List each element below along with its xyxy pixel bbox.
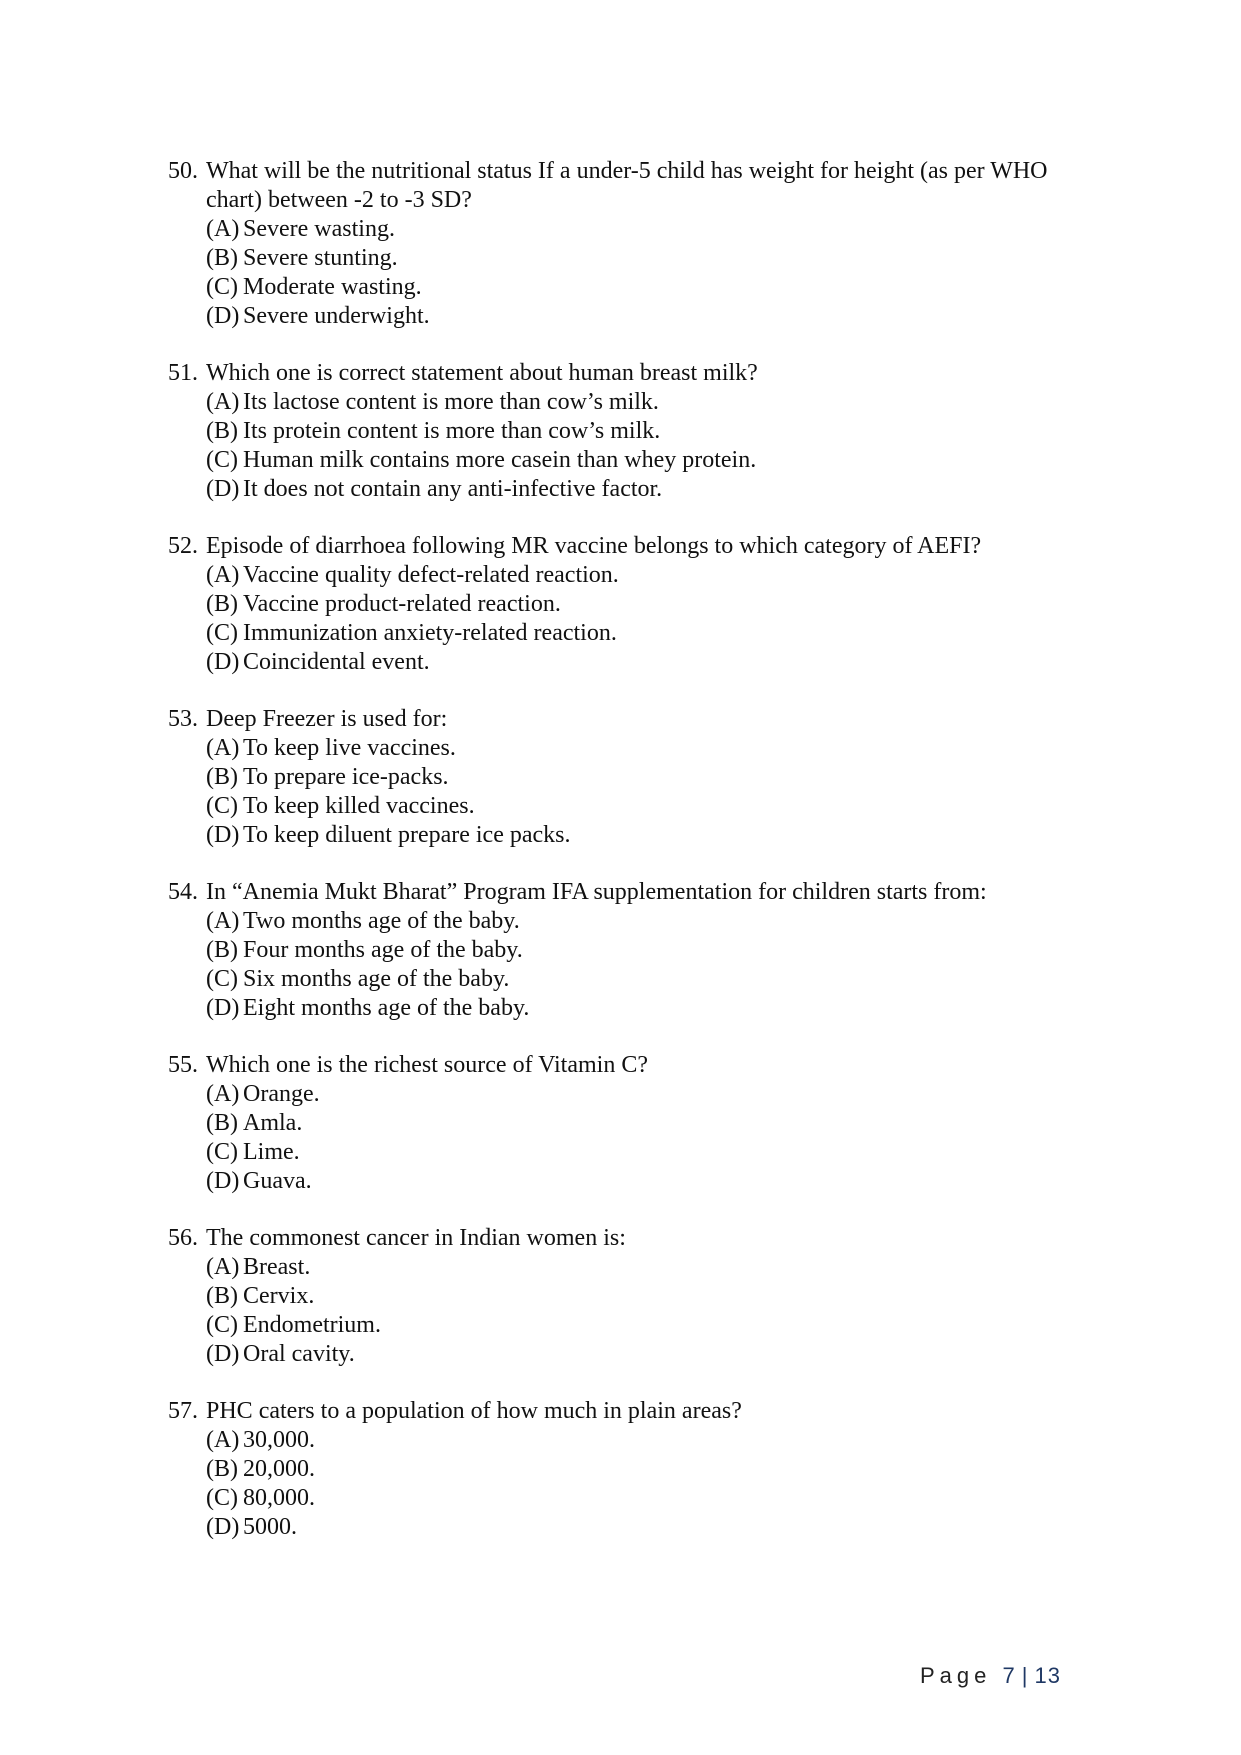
option-text: Breast. bbox=[243, 1254, 311, 1280]
option-text: It does not contain any anti-infective factor. bbox=[243, 476, 663, 502]
option-label: (A) bbox=[206, 735, 240, 761]
page-separator: | bbox=[1021, 1663, 1029, 1688]
option-c bbox=[168, 273, 1098, 302]
option-b bbox=[168, 936, 1098, 965]
current-page-number: 7 bbox=[1002, 1663, 1016, 1688]
option-c bbox=[168, 1484, 1098, 1513]
option-text: Eight months age of the baby. bbox=[243, 995, 530, 1021]
option-b bbox=[168, 244, 1098, 273]
option-a bbox=[168, 1426, 1098, 1455]
page-footer bbox=[920, 1663, 1061, 1689]
question-number: 57. bbox=[168, 1398, 198, 1424]
option-text: Severe wasting. bbox=[243, 216, 395, 242]
question-56 bbox=[168, 1224, 1098, 1369]
option-text: Six months age of the baby. bbox=[243, 966, 510, 992]
option-text: Immunization anxiety-related reaction. bbox=[243, 620, 617, 646]
option-text: 5000. bbox=[243, 1514, 297, 1540]
question-text: Which one is the richest source of Vitamin C? bbox=[206, 1052, 648, 1078]
question-number: 51. bbox=[168, 360, 198, 386]
option-a bbox=[168, 734, 1098, 763]
option-b bbox=[168, 590, 1098, 619]
total-pages-number: 13 bbox=[1034, 1663, 1061, 1688]
option-label: (B) bbox=[206, 245, 238, 271]
option-text: To keep live vaccines. bbox=[243, 735, 456, 761]
question-57 bbox=[168, 1397, 1098, 1542]
question-54 bbox=[168, 878, 1098, 1023]
option-label: (D) bbox=[206, 995, 240, 1021]
question-text: Episode of diarrhoea following MR vaccine belongs to which category of AEFI? bbox=[206, 533, 982, 559]
question-text: Deep Freezer is used for: bbox=[206, 706, 448, 732]
option-d bbox=[168, 648, 1098, 677]
option-b bbox=[168, 1282, 1098, 1311]
question-number: 54. bbox=[168, 879, 198, 905]
option-text: 30,000. bbox=[243, 1427, 315, 1453]
option-label: (A) bbox=[206, 1254, 240, 1280]
option-text: Guava. bbox=[243, 1168, 312, 1194]
option-b bbox=[168, 1455, 1098, 1484]
option-text: Human milk contains more casein than whey protein. bbox=[243, 447, 757, 473]
option-d bbox=[168, 302, 1098, 331]
option-text: Its lactose content is more than cow’s milk. bbox=[243, 389, 659, 415]
option-text: Severe stunting. bbox=[243, 245, 398, 271]
option-text: Vaccine quality defect-related reaction. bbox=[243, 562, 619, 588]
option-label: (D) bbox=[206, 1168, 240, 1194]
option-label: (B) bbox=[206, 764, 238, 790]
option-label: (D) bbox=[206, 1341, 240, 1367]
question-text: What will be the nutritional status If a under-5 child has weight for height (as per WHO chart) between -2 to -3 SD? bbox=[206, 158, 1048, 213]
option-label: (C) bbox=[206, 620, 238, 646]
option-b bbox=[168, 417, 1098, 446]
question-number: 50. bbox=[168, 158, 198, 184]
question-52 bbox=[168, 532, 1098, 677]
option-label: (B) bbox=[206, 1110, 238, 1136]
option-label: (A) bbox=[206, 562, 240, 588]
option-text: Coincidental event. bbox=[243, 649, 430, 675]
option-label: (B) bbox=[206, 418, 238, 444]
option-text: Oral cavity. bbox=[243, 1341, 355, 1367]
option-text: Four months age of the baby. bbox=[243, 937, 523, 963]
option-label: (A) bbox=[206, 1427, 240, 1453]
option-a bbox=[168, 907, 1098, 936]
option-text: Endometrium. bbox=[243, 1312, 381, 1338]
option-text: Lime. bbox=[243, 1139, 300, 1165]
option-label: (B) bbox=[206, 937, 238, 963]
option-d bbox=[168, 1167, 1098, 1196]
option-b bbox=[168, 1109, 1098, 1138]
option-label: (D) bbox=[206, 1514, 240, 1540]
question-number: 53. bbox=[168, 706, 198, 732]
question-text: The commonest cancer in Indian women is: bbox=[206, 1225, 626, 1251]
question-text: Which one is correct statement about human breast milk? bbox=[206, 360, 758, 386]
option-d bbox=[168, 1513, 1098, 1542]
option-label: (C) bbox=[206, 1139, 238, 1165]
option-a bbox=[168, 561, 1098, 590]
option-label: (D) bbox=[206, 649, 240, 675]
option-label: (C) bbox=[206, 793, 238, 819]
option-label: (D) bbox=[206, 476, 240, 502]
option-text: To prepare ice-packs. bbox=[243, 764, 449, 790]
option-text: Two months age of the baby. bbox=[243, 908, 520, 934]
option-text: Vaccine product-related reaction. bbox=[243, 591, 561, 617]
option-d bbox=[168, 994, 1098, 1023]
option-text: Its protein content is more than cow’s milk. bbox=[243, 418, 661, 444]
option-a bbox=[168, 215, 1098, 244]
option-d bbox=[168, 475, 1098, 504]
option-text: 20,000. bbox=[243, 1456, 315, 1482]
question-number: 56. bbox=[168, 1225, 198, 1251]
option-text: Amla. bbox=[243, 1110, 303, 1136]
option-label: (C) bbox=[206, 966, 238, 992]
option-text: Severe underwight. bbox=[243, 303, 430, 329]
option-label: (C) bbox=[206, 447, 238, 473]
option-label: (A) bbox=[206, 216, 240, 242]
option-b bbox=[168, 763, 1098, 792]
option-c bbox=[168, 1311, 1098, 1340]
option-label: (C) bbox=[206, 1312, 238, 1338]
option-label: (A) bbox=[206, 389, 240, 415]
question-text: In “Anemia Mukt Bharat” Program IFA supplementation for children starts from: bbox=[206, 879, 987, 905]
question-53 bbox=[168, 705, 1098, 850]
option-label: (D) bbox=[206, 822, 240, 848]
option-a bbox=[168, 388, 1098, 417]
question-55 bbox=[168, 1051, 1098, 1196]
option-c bbox=[168, 792, 1098, 821]
option-label: (A) bbox=[206, 908, 240, 934]
option-c bbox=[168, 446, 1098, 475]
option-label: (B) bbox=[206, 1456, 238, 1482]
option-c bbox=[168, 965, 1098, 994]
option-label: (D) bbox=[206, 303, 240, 329]
option-label: (C) bbox=[206, 1485, 238, 1511]
option-text: Moderate wasting. bbox=[243, 274, 422, 300]
question-number: 55. bbox=[168, 1052, 198, 1078]
question-number: 52. bbox=[168, 533, 198, 559]
option-label: (B) bbox=[206, 591, 238, 617]
question-51 bbox=[168, 359, 1098, 504]
option-text: Orange. bbox=[243, 1081, 320, 1107]
option-label: (B) bbox=[206, 1283, 238, 1309]
option-d bbox=[168, 1340, 1098, 1369]
option-text: Cervix. bbox=[243, 1283, 315, 1309]
option-a bbox=[168, 1253, 1098, 1282]
option-text: 80,000. bbox=[243, 1485, 315, 1511]
option-label: (C) bbox=[206, 274, 238, 300]
option-a bbox=[168, 1080, 1098, 1109]
question-text: PHC caters to a population of how much in plain areas? bbox=[206, 1398, 742, 1424]
option-label: (A) bbox=[206, 1081, 240, 1107]
question-50 bbox=[168, 157, 1098, 331]
option-text: To keep diluent prepare ice packs. bbox=[243, 822, 571, 848]
option-d bbox=[168, 821, 1098, 850]
option-c bbox=[168, 1138, 1098, 1167]
option-c bbox=[168, 619, 1098, 648]
option-text: To keep killed vaccines. bbox=[243, 793, 475, 819]
question-list bbox=[168, 157, 1098, 1570]
page-word: Page bbox=[920, 1663, 992, 1688]
